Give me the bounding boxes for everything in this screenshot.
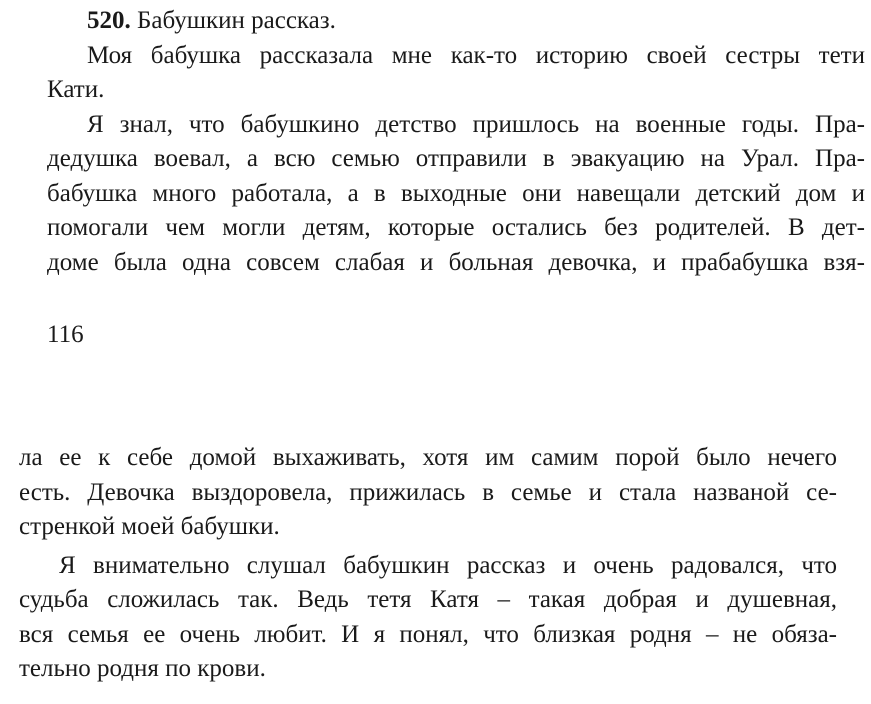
- text-line: Моя бабушка рассказала мне как-то историю своей сестры тети: [87, 41, 865, 69]
- exercise-title: Бабушкин рассказ.: [137, 7, 336, 34]
- text-line: помогали чем могли детям, которые остались без родителей. В дет-: [47, 214, 865, 241]
- top-text-block: [47, 4, 865, 280]
- text-line: Кати.: [47, 76, 105, 103]
- text-line: судьба сложилась так. Ведь тетя Катя – такая добрая и душевная,: [19, 586, 837, 613]
- text-line: стренкой моей бабушки.: [19, 513, 280, 540]
- text-line: ла ее к себе домой выхаживать, хотя им самим порой было нечего: [19, 444, 837, 471]
- text-line: тельно родня по крови.: [19, 655, 266, 682]
- text-line: есть. Девочка выздоровела, прижилась в семье и стала названой се-: [19, 478, 837, 506]
- exercise-heading: [47, 4, 865, 39]
- exercise-number: 520.: [87, 7, 131, 34]
- text-line: вся семья ее очень любит. И я понял, что близкая родня – не обяза-: [19, 620, 837, 648]
- text-line: бабушка много работала, а в выходные они навещали детский дом и: [47, 179, 865, 207]
- text-line: Я знал, что бабушкино детство пришлось на военные годы. Пра-: [87, 110, 865, 138]
- page-number: 116: [47, 321, 84, 348]
- text-line: дедушка воевал, а всю семью отправили в эвакуацию на Урал. Пра-: [47, 145, 865, 172]
- bottom-text-block: [19, 441, 837, 687]
- text-line: Я внимательно слушал бабушкин рассказ и очень радовался, что: [59, 551, 837, 579]
- text-line: доме была одна совсем слабая и больная девочка, и прабабушка взя-: [47, 248, 865, 276]
